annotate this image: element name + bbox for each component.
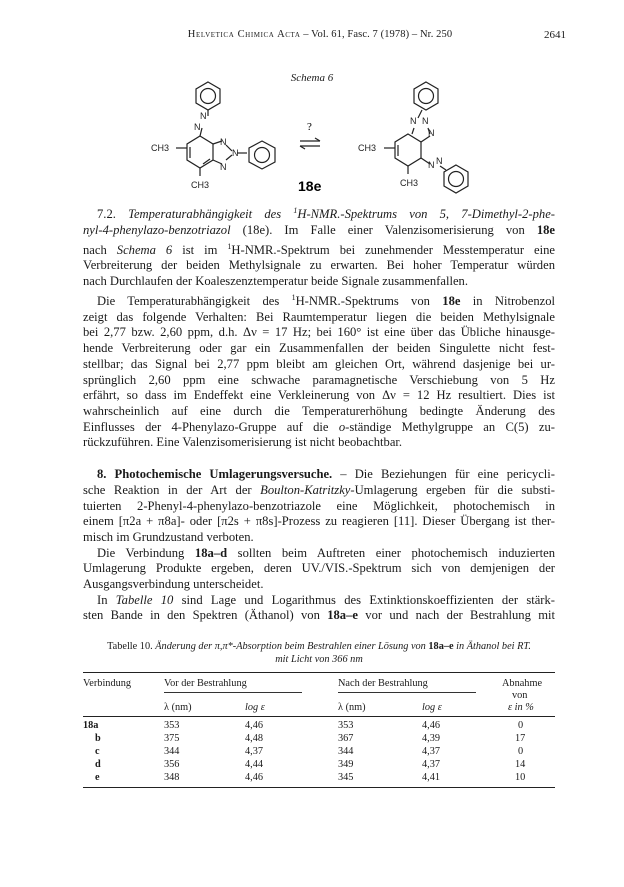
journal-name: Helvetica Chimica Acta <box>187 29 301 40</box>
benzene-ring-left <box>187 136 213 168</box>
cell-loge-after: 4,46 <box>422 720 441 731</box>
table-rule-bottom <box>83 787 555 788</box>
cell-loge-before: 4,46 <box>245 720 264 731</box>
cell-lambda-before: 353 <box>164 720 180 731</box>
text-line: 7.2. Temperaturabhängigkeit des $^1$H-NMR.-Spektrums von 5, 7-Dimethyl-2-phe- <box>97 206 555 222</box>
text-line: 8. Photochemische Umlagerungsversuche. – Die Beziehungen für eine pericycli- <box>97 467 555 482</box>
cell-decrease: 0 <box>518 720 524 731</box>
main-text <box>83 203 555 624</box>
cell-lambda-after: 367 <box>338 733 354 744</box>
text-line: nyl-4-phenylazo-benzotriazol (18e). Im Falle einer Valenzisomerisierung von 18e <box>83 222 555 237</box>
cell-loge-before: 4,46 <box>245 772 264 783</box>
table-caption: Tabelle 10. Änderung der π,π*-Absorption beim Bestrahlen einer Lösung von 18a–e in Äthanol bei RT. mit Licht von 366 nm <box>107 641 531 665</box>
phenyl-ring-top-right <box>414 82 438 110</box>
text-line: sten Bande in den Spektren (Äthanol) von 18a–e vor und nach der Bestrahlung mit <box>83 608 555 623</box>
phenyl-ring-top-left <box>196 82 220 110</box>
cell-loge-before: 4,48 <box>245 733 264 744</box>
arrow-label: ? <box>307 121 312 133</box>
phenyl-ring-bottom-right <box>444 165 468 193</box>
methyl-label: CH3 <box>151 143 170 153</box>
atom-label: N <box>194 122 201 132</box>
benzene-ring-right <box>395 134 421 166</box>
cell-lambda-before: 356 <box>164 759 180 770</box>
text-line: In Tabelle 10 sind Lage und Logarithmus des Extinktionskoeffizienten der stärk- <box>97 592 555 607</box>
scheme-6-figure <box>150 78 490 203</box>
issue-details: – Vol. 61, Fasc. 7 (1978) – Nr. 250 <box>303 29 453 40</box>
header-compound: Verbindung <box>83 678 132 689</box>
header-decrease: Abnahme <box>502 678 543 689</box>
section-8 <box>83 467 555 624</box>
section-heading: 8. Photochemische Umlagerungsversuche. <box>97 467 333 482</box>
text-line: Die Verbindung 18a–d sollten beim Auftreten einer photochemisch induzierten <box>97 545 555 560</box>
cell-decrease: 17 <box>515 733 526 744</box>
cell-lambda-after: 345 <box>338 772 354 783</box>
text-line: Umlagerung Produkte ergeben, deren UV./VIS.-Spektrum sich von demjenigen der <box>83 561 555 576</box>
header-after: Nach der Bestrahlung <box>338 678 428 689</box>
subheader-loge: log ε <box>422 702 442 713</box>
cell-loge-after: 4,37 <box>422 746 441 757</box>
text-line: tuierten 2-Phenyl-4-phenylazo-benzotriazole eine Möglichkeit, photochemisch in <box>83 498 555 513</box>
text-line: stellbar; das Signal bei 2,77 ppm bleibt am gleichen Ort, während dasjenige bei ur- <box>83 356 555 371</box>
cell-loge-before: 4,44 <box>245 759 264 770</box>
compound-label: 18e <box>298 178 322 194</box>
atom-label: N <box>428 128 435 138</box>
methyl-label: CH3 <box>358 143 377 153</box>
cell-decrease: 0 <box>518 746 524 757</box>
text-line: nach Durchlaufen der Koaleszenztemperatur beide Signale zusammenfallen. <box>83 274 468 289</box>
group-rule-after <box>338 692 476 693</box>
cell-lambda-after: 353 <box>338 720 354 731</box>
header-before: Vor der Bestrahlung <box>164 678 247 689</box>
atom-label: N <box>410 116 417 126</box>
text-line: einem [π2a + π8a]- oder [π2s + π8s]-Prozess zu reagieren [11]. Dieser Übergang ist ther- <box>83 514 555 529</box>
cell-compound: d <box>95 759 101 770</box>
table-rule-top <box>83 672 555 673</box>
text-line: misch im Grundzustand verboten. <box>83 529 254 544</box>
cell-loge-after: 4,37 <box>422 759 441 770</box>
text-line: Die Temperaturabhängigkeit des $^1$H-NMR.-Spektrums von 18e in Nitrobenzol <box>97 292 556 309</box>
table-rule-header <box>83 716 555 717</box>
text-line: wahrscheinlich auf eine durch die Temperaturerhöhung bedingte Änderung des <box>83 404 555 418</box>
text-line: erfährt, so dass im Endeffekt eine Verkleinerung von Δν = 12 Hz resultiert. Dies ist <box>83 388 555 403</box>
cell-compound: e <box>95 772 100 783</box>
atom-label: N <box>200 111 207 121</box>
text-line: Verbreiterung der beiden Methylsignale zu erwarten. Bei hoher Temperatur würden <box>83 258 555 273</box>
cell-compound: b <box>95 733 101 744</box>
cell-lambda-after: 349 <box>338 759 354 770</box>
running-head <box>120 29 520 40</box>
atom-label: N <box>220 137 227 147</box>
subheader-loge: log ε <box>245 702 265 713</box>
cell-compound: 18a <box>83 720 99 731</box>
cell-loge-after: 4,39 <box>422 733 441 744</box>
cell-decrease: 14 <box>515 759 526 770</box>
cell-loge-before: 4,37 <box>245 746 264 757</box>
cell-compound: c <box>95 746 100 757</box>
page-number: 2641 <box>544 29 566 41</box>
text-line: rückzuführen. Eine Valenzisomerisierung ist nicht beobachtbar. <box>83 435 403 450</box>
text-line: Einflusses der 4-Phenylazo-Gruppe auf die o-ständige Methylgruppe an C(5) zu- <box>83 419 555 434</box>
subheader-lambda: λ (nm) <box>338 702 366 713</box>
cell-lambda-after: 344 <box>338 746 354 757</box>
atom-label: N <box>220 162 227 172</box>
text-line: hende Verbreiterung oder gar ein Zusammenfallen der beiden Singulette nicht fest- <box>83 341 555 356</box>
cell-lambda-before: 375 <box>164 733 180 744</box>
methyl-label: CH3 <box>400 178 419 188</box>
cell-decrease: 10 <box>515 772 526 783</box>
group-rule-before <box>164 692 302 693</box>
atom-label: N <box>428 160 435 170</box>
header-decrease: von <box>512 690 528 701</box>
methyl-label: CH3 <box>191 180 210 190</box>
phenyl-ring-right-left <box>249 141 275 169</box>
text-line: nach Schema 6 ist im $^1$H-NMR.-Spektrum bei zunehmender Messtemperatur eine <box>83 241 555 257</box>
header-decrease: ε in % <box>508 702 534 713</box>
section-7-2 <box>83 203 555 451</box>
equilibrium-arrow <box>300 138 320 149</box>
scheme-caption: Schema 6 <box>290 72 334 84</box>
right-structure <box>384 82 468 193</box>
atom-label: N <box>422 116 429 126</box>
cell-loge-after: 4,41 <box>422 772 441 783</box>
text-line: zeigt das folgende Verhalten: Bei Raumtemperatur liegen die beiden Methylsignale <box>83 309 555 324</box>
text-line: sprünglich 2,60 ppm eine schwache paramagnetische Verschiebung von 5 Hz <box>83 372 555 387</box>
cell-lambda-before: 348 <box>164 772 180 783</box>
cell-lambda-before: 344 <box>164 746 180 757</box>
atom-label: N <box>436 156 443 166</box>
atom-label: N <box>232 148 239 158</box>
text-line: bei 2,77 bzw. 2,60 ppm, d.h. Δν = 17 Hz; bei 160° ist eine über das Übliche hinausge- <box>83 325 555 340</box>
text-line: sche Reaktion in der Art der Boulton-Katritzky-Umlagerung ergeben für die substi- <box>83 482 555 497</box>
subheader-lambda: λ (nm) <box>164 702 192 713</box>
text-line: Ausgangsverbindung unterscheidet. <box>83 577 264 592</box>
